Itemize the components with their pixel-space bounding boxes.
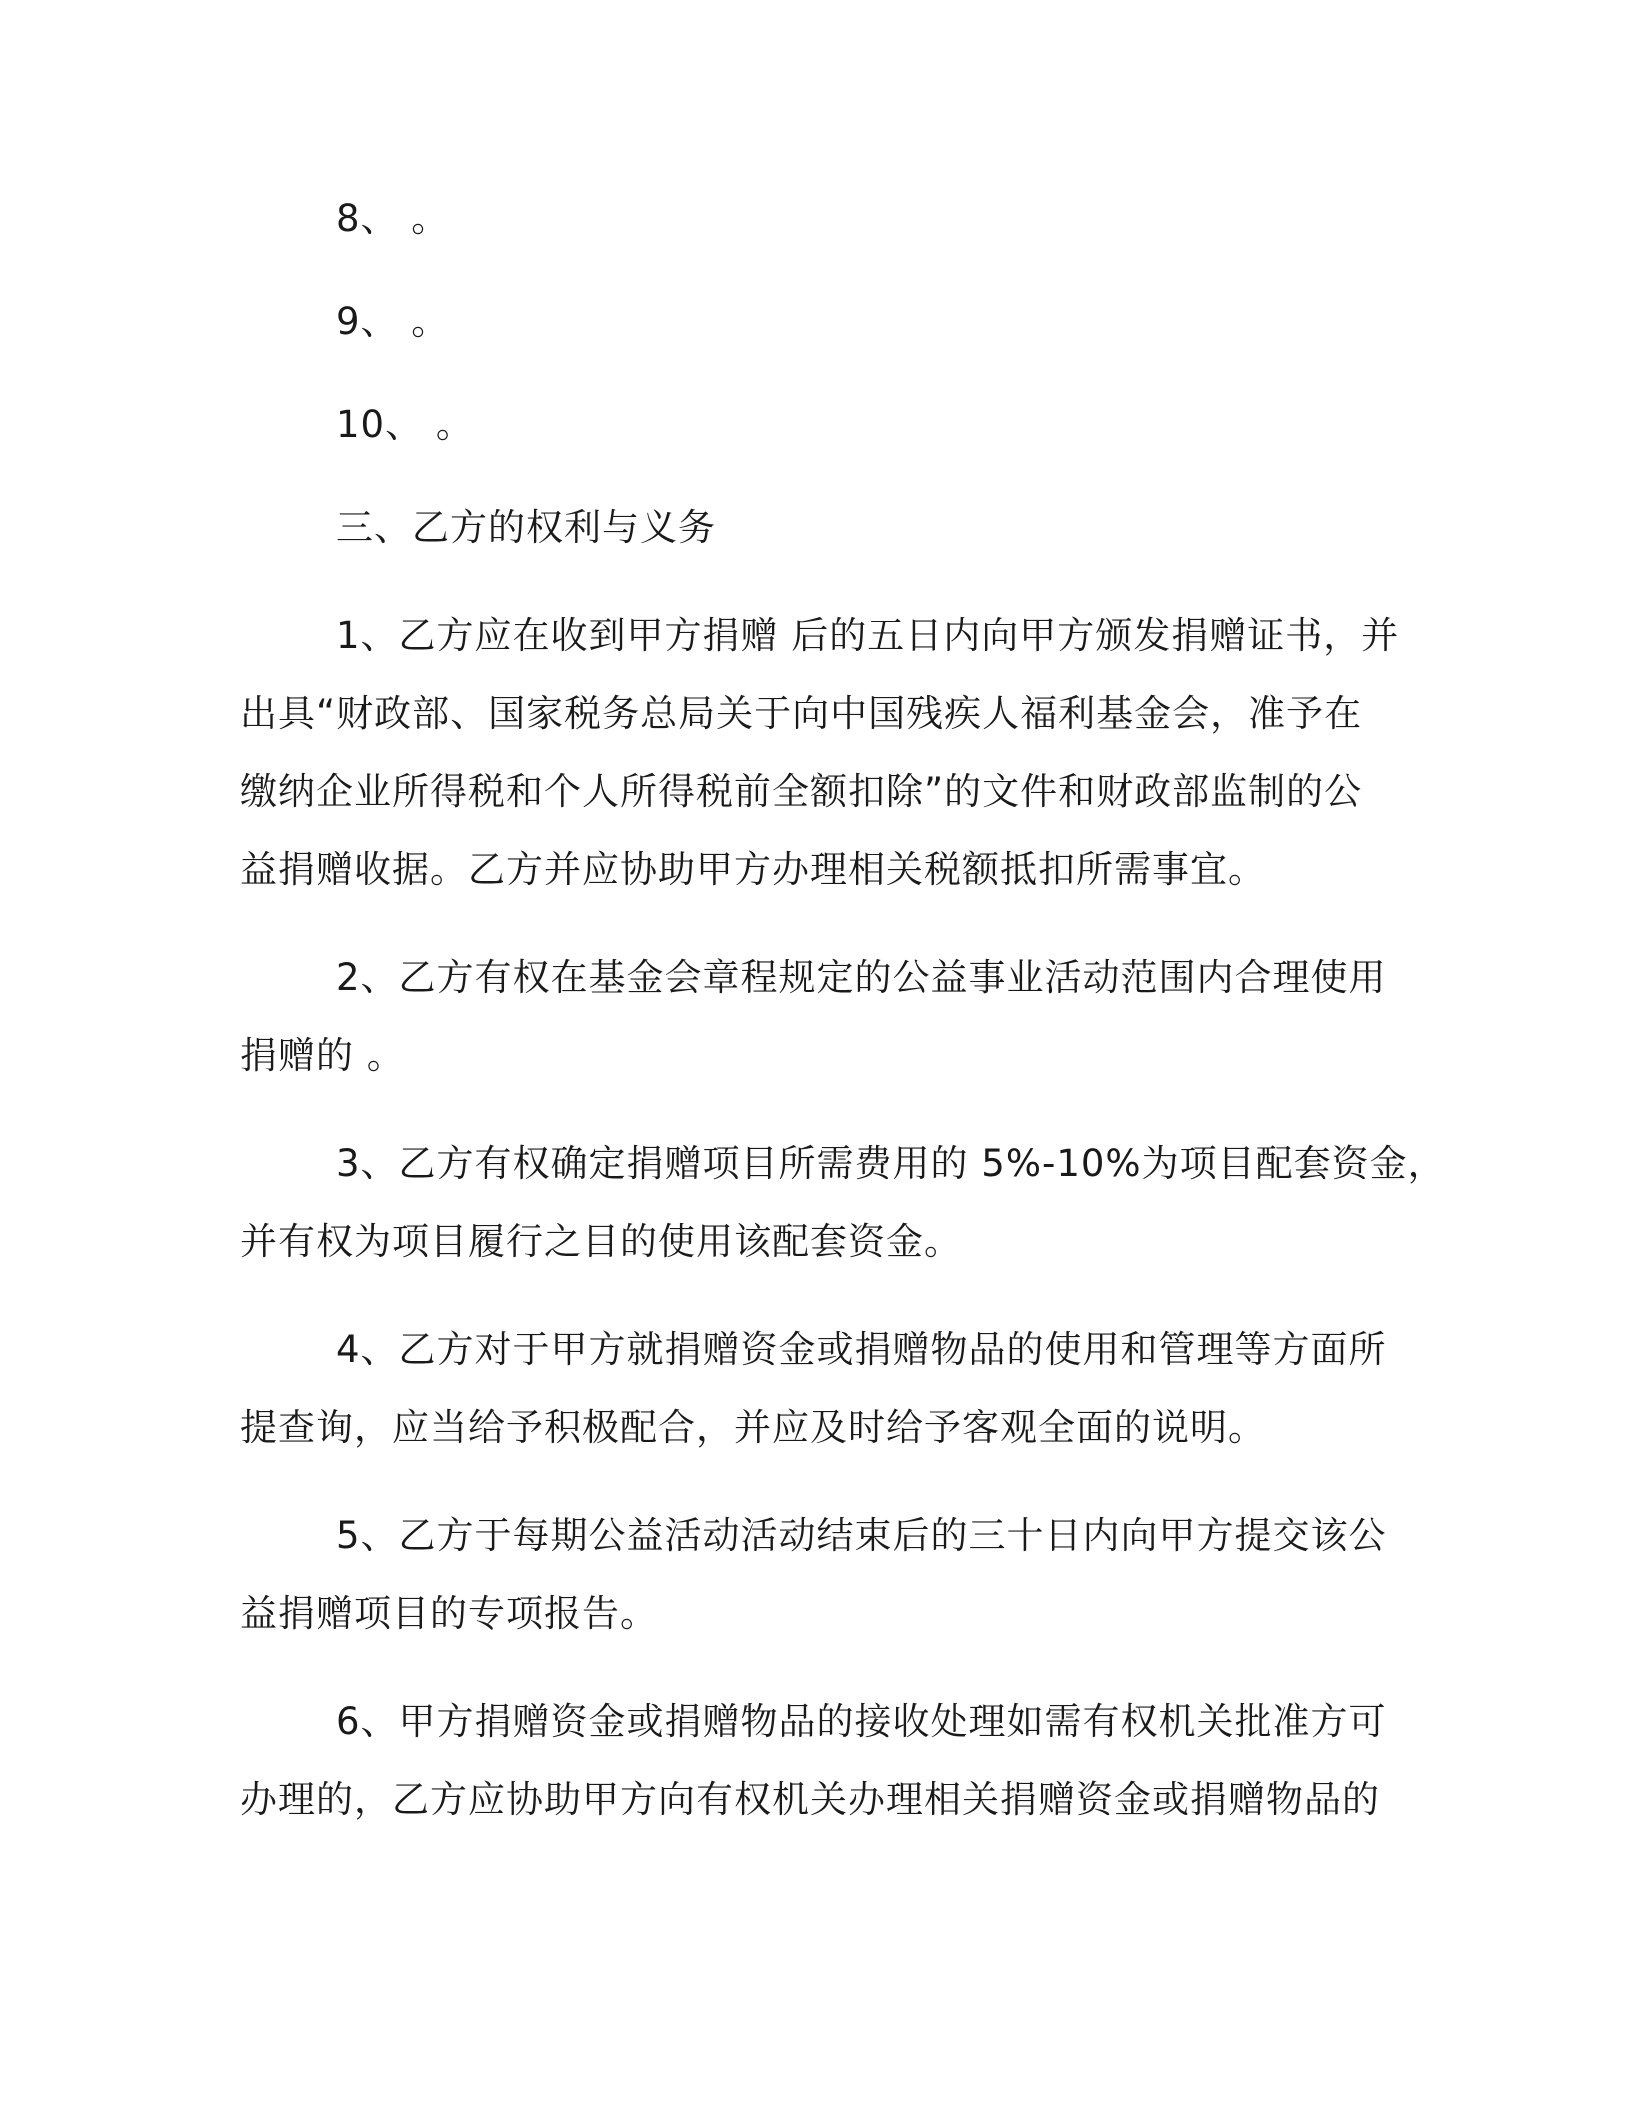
clause-2 [240, 939, 1392, 1095]
document-body [240, 180, 1446, 1839]
clause-line: 2、乙方有权在基金会章程规定的公益事业活动范围内合理使用 [336, 956, 1387, 999]
clause-line: 4、乙方对于甲方就捐赠资金或捐赠物品的使用和管理等方面所 [336, 1328, 1387, 1371]
clause-line: 6、甲方捐赠资金或捐赠物品的接收处理如需有权机关批准方可 [336, 1700, 1387, 1743]
clause-line: 捐赠的 。 [240, 1034, 405, 1077]
list-item-8: 8、 。 [336, 197, 450, 240]
clause-line: 办理的，乙方应协助甲方向有权机关办理相关捐赠资金或捐赠物品的 [240, 1778, 1380, 1821]
list-item-10: 10、 。 [336, 403, 474, 446]
clause-line: 5、乙方于每期公益活动活动结束后的三十日内向甲方提交该公 [336, 1514, 1387, 1557]
section-heading: 三、乙方的权利与义务 [336, 506, 716, 549]
clause-6 [240, 1683, 1392, 1839]
clause-line: 并有权为项目履行之目的使用该配套资金。 [240, 1220, 962, 1263]
clause-4 [240, 1311, 1392, 1467]
clause-line: 益捐赠收据。乙方并应协助甲方办理相关税额抵扣所需事宜。 [240, 848, 1266, 891]
clause-line: 提查询，应当给予积极配合，并应及时给予客观全面的说明。 [240, 1406, 1266, 1449]
clause-line: 缴纳企业所得税和个人所得税前全额扣除”的文件和财政部监制的公 [240, 770, 1363, 813]
clause-3 [240, 1125, 1446, 1281]
clause-1 [240, 597, 1400, 909]
clause-line: 3、乙方有权确定捐赠项目所需费用的 5%-10%为项目配套资金， [336, 1142, 1446, 1185]
clause-line: 出具“财政部、国家税务总局关于向中国残疾人福利基金会，准予在 [240, 692, 1363, 735]
clause-line: 益捐赠项目的专项报告。 [240, 1592, 658, 1635]
clause-line: 1、乙方应在收到甲方捐赠 后的五日内向甲方颁发捐赠证书，并 [336, 614, 1400, 657]
list-item-9: 9、 。 [336, 300, 450, 343]
clause-5 [240, 1497, 1392, 1653]
